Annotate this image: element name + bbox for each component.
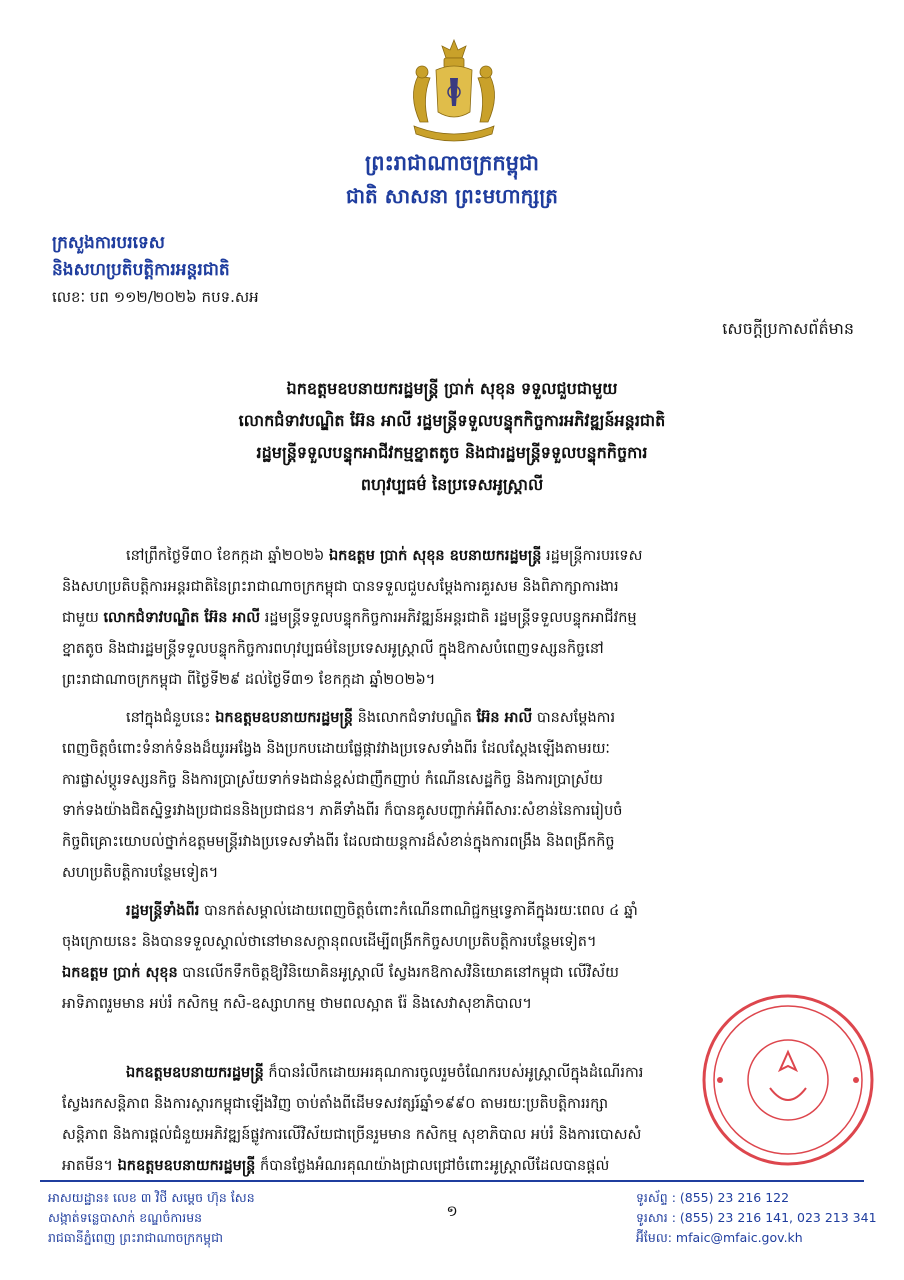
text-run: និងលោកជំទាវបណ្ឌិត (353, 710, 477, 726)
email-address[interactable]: អ៊ីមែល: mfaic@mfaic.gov.kh (636, 1230, 803, 1245)
text-run: អាតមីន។ (62, 1158, 118, 1174)
bold-name: អ៊ែន អាលី (476, 710, 533, 726)
text-run: នៅព្រឹកថ្ងៃទី៣០ ខែកក្កដា ឆ្នាំ២០២៦ (126, 548, 329, 564)
footer-contact (636, 1188, 877, 1248)
fax-number: ទូរសារ : (855) 23 216 141, 023 213 341 (636, 1210, 877, 1225)
title-line-4: ពហុវប្បធម៌ នៃប្រទេសអូស្ត្រាលី (360, 475, 544, 494)
text-run: បានសម្តែងការ (532, 710, 616, 726)
bold-name: លោកជំទាវបណ្ឌិត អ៊ែន អាលី (103, 610, 261, 626)
text-run: បានលើកទឹកចិត្តឱ្យវិនិយោគិនអូស្ត្រាលី ស្វែងរកឱកាសវិនិយោគនៅកម្ពុជា លើវិស័យ (177, 965, 619, 981)
official-seal-stamp (700, 992, 876, 1168)
address-line: សង្កាត់ទន្លេបាសាក់ ខណ្ឌចំការមន (48, 1210, 203, 1225)
bold-name: ឯកឧត្តមឧបនាយករដ្ឋមន្ត្រី (126, 1065, 264, 1081)
page-number: ១ (446, 1202, 458, 1220)
text-line: ស្វែងរកសន្តិភាព និងការស្តារកម្ពុជាឡើងវិញ ចាប់តាំងពីដើមទសវត្សរ៍ឆ្នាំ១៩៩០ តាមរយៈប្រតិបត្តិការរក្សា (62, 1096, 609, 1112)
bold-name: រដ្ឋមន្ត្រីទាំងពីរ (126, 903, 200, 919)
reference-number: លេខៈ បព ១១២/២០២៦ កបទ.សអ (52, 288, 259, 306)
bold-name: ឯកឧត្តម ប្រាក់ សុខុន ឧបនាយករដ្ឋមន្ត្រី (328, 548, 542, 564)
address-line: អាសយដ្ឋាន៖ លេខ ៣ វិថី សម្តេច ហ៊ុន សែន (48, 1190, 255, 1205)
kingdom-name: ព្រះរាជាណាចក្រកម្ពុជា (364, 151, 539, 175)
text-line: សន្តិភាព និងការផ្តល់ជំនួយអភិវឌ្ឍន៍ផ្លូវការលើវិស័យជាច្រើនរួមមាន កសិកម្ម សុខាភិបាល អប់រំ និងការបោសសំ (62, 1127, 642, 1143)
bold-name: ឯកឧត្តមឧបនាយករដ្ឋមន្ត្រី (117, 1158, 256, 1174)
ministry-name-line2: និងសហប្រតិបត្តិការអន្តរជាតិ (52, 260, 230, 280)
footer-divider (40, 1180, 864, 1182)
ministry-name-line1: ក្រសួងការបរទេស (52, 233, 165, 253)
text-run: នៅក្នុងជំនួបនេះ (126, 710, 216, 726)
text-line: ការផ្លាស់ប្តូរទស្សនកិច្ច និងការប្រាស្រ័យទាក់ទងជាន់ខ្ពស់ជាញឹកញាប់ កំណើនសេដ្ឋកិច្ច និងការប្រាស្រ័យ (62, 772, 603, 788)
address-line: រាជធានីភ្នំពេញ ព្រះរាជាណាចក្រកម្ពុជា (48, 1230, 223, 1245)
text-run: ជាមួយ (62, 610, 104, 626)
text-run: ក៏បានរំលឹកដោយអរគុណការចូលរួមចំណែករបស់អូស្ត្រាលីក្នុងដំណើរការ (263, 1065, 644, 1081)
text-line: ខ្នាតតូច និងជារដ្ឋមន្ត្រីទទួលបន្ទុកកិច្ចការពហុវប្បធម៌នៃប្រទេសអូស្ត្រាលី ក្នុងឱកាសបំពេញទស្សនកិច្ចនៅ (62, 641, 604, 657)
text-line: ពេញចិត្តចំពោះទំនាក់ទំនងដ៏យូរអង្វែង និងប្រកបដោយផ្លែផ្កាវវាងប្រទេសទាំងពីរ ដែលស្តែងឡើងតាមរយៈ (62, 741, 610, 757)
text-line: ទាក់ទងយ៉ាងជិតស្និទ្ធរវាងប្រជាជននិងប្រជាជន។ ភាគីទាំងពីរ ក៏បានគូសបញ្ជាក់អំពីសារៈសំខាន់នៃការរៀបចំ (62, 803, 623, 819)
text-line: សហប្រតិបត្តិការបន្ថែមទៀត។ (62, 865, 219, 881)
title-line-1: ឯកឧត្តមឧបនាយករដ្ឋមន្ត្រី ប្រាក់ សុខុន ទទួលជួបជាមួយ (286, 379, 618, 398)
text-line: និងសហប្រតិបត្តិការអន្តរជាតិនៃព្រះរាជាណាចក្រកម្ពុជា បានទទួលជួបសម្តែងការគួរសម និងពិភាក្សាការងារ (62, 579, 619, 595)
bold-name: ឯកឧត្តម ប្រាក់ សុខុន (62, 965, 178, 981)
royal-arms-emblem (404, 36, 504, 144)
text-run: បានកត់សម្គាល់ដោយពេញចិត្តចំពោះកំណើនពាណិជ្ជកម្មទ្វេភាគីក្នុងរយៈពេល ៤ ឆ្នាំ (199, 903, 638, 919)
title-line-3: រដ្ឋមន្ត្រីទទួលបន្ទុកអាជីវកម្មខ្នាតតូច និងជារដ្ឋមន្ត្រីទទួលបន្ទុកកិច្ចការ (256, 443, 648, 462)
text-line: ចុងក្រោយនេះ និងបានទទួលស្គាល់ថានៅមានសក្តានុពលដើម្បីពង្រីកកិច្ចសហប្រតិបត្តិការបន្ថែមទៀត។ (62, 934, 597, 950)
text-run: រដ្ឋមន្ត្រីការបរទេស (541, 548, 643, 564)
text-line: ព្រះរាជាណាចក្រកម្ពុជា ពីថ្ងៃទី២៩ ដល់ថ្ងៃទី៣១ ខែកក្កដា ឆ្នាំ២០២៦។ (62, 672, 436, 688)
phone-number: ទូរស័ព្ទ : (855) 23 216 122 (636, 1190, 790, 1205)
document-type: សេចក្តីប្រកាសព័ត៌មាន (722, 319, 854, 338)
text-line: កិច្ចពិគ្រោះយោបល់ថ្នាក់ឧត្តមមន្ត្រីរវាងប្រទេសទាំងពីរ ដែលជាយន្តការដ៏សំខាន់ក្នុងការពង្រឹង និងពង្រីកកិច្ច (62, 834, 615, 850)
title-line-2: លោកជំទាវបណ្ឌិត អ៊ែន អាលី រដ្ឋមន្ត្រីទទួលបន្ទុកកិច្ចការអភិវឌ្ឍន៍អន្តរជាតិ (238, 411, 666, 430)
paragraph-1 (62, 541, 842, 696)
text-line: អាទិភាពរួមមាន អប់រំ កសិកម្ម កសិ-ឧស្សាហកម្ម ថាមពលស្អាត រ៉ែ និងសេវាសុខាភិបាល។ (62, 996, 532, 1012)
text-run: ក៏បានថ្លែងអំណរគុណយ៉ាងជ្រាលជ្រៅចំពោះអូស្ត្រាលីដែលបានផ្តល់ (255, 1158, 610, 1174)
kingdom-motto: ជាតិ សាសនា ព្រះមហាក្សត្រ (346, 184, 558, 208)
text-run: រដ្ឋមន្ត្រីទទួលបន្ទុកកិច្ចការអភិវឌ្ឍន៍អន្តរជាតិ រដ្ឋមន្ត្រីទទួលបន្ទុកអាជីវកម្ម (260, 610, 637, 626)
paragraph-2 (62, 703, 842, 889)
bold-name: ឯកឧត្តមឧបនាយករដ្ឋមន្ត្រី (215, 710, 353, 726)
